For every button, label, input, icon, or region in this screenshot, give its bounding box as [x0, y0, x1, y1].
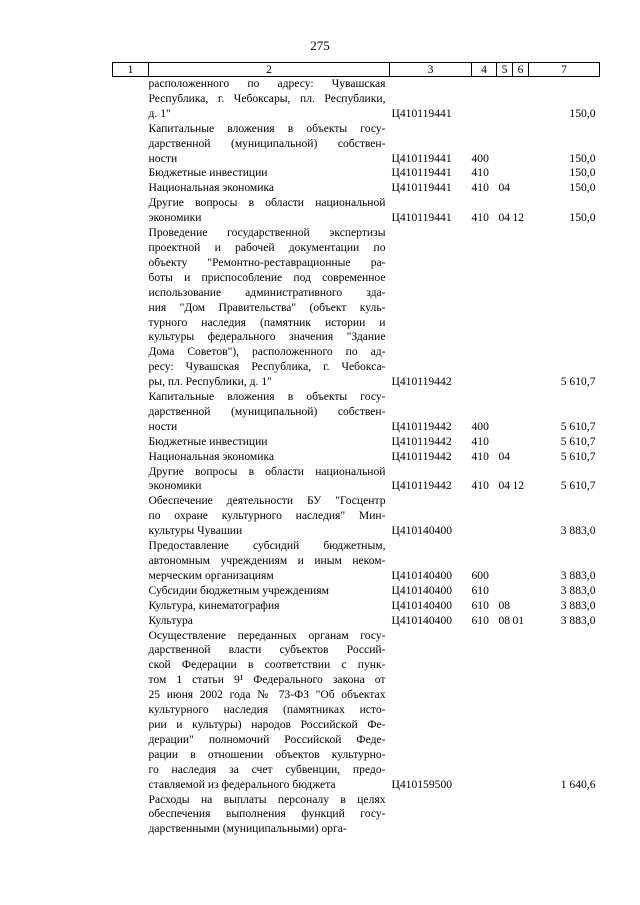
subsection-code: [513, 181, 529, 196]
target-article-code: Ц410140400: [391, 598, 453, 612]
table-row: [113, 122, 600, 167]
row-name-line: мерческим организациям: [148, 568, 274, 582]
subsection-code: 01: [512, 613, 525, 627]
row-name-line: ности: [148, 419, 178, 433]
cell-col1: [113, 166, 149, 181]
row-name-line: Осуществление переданных органам госу-: [148, 628, 386, 642]
row-name-line: Бюджетные инвестиции: [148, 166, 268, 180]
target-article-code: Ц410119441: [391, 211, 452, 225]
section-code: [497, 435, 513, 450]
expense-type-code: 410: [471, 181, 489, 195]
amount: 5 610,7: [560, 479, 596, 493]
row-name-cell: [149, 599, 390, 614]
section-code: [497, 226, 513, 390]
amount: 5 610,7: [560, 449, 596, 463]
section-code: [497, 77, 513, 122]
amount: 5 610,7: [560, 375, 596, 389]
amount: 3 883,0: [560, 583, 596, 597]
row-name-line: дарственными (муниципальными) орга-: [148, 822, 347, 836]
row-name-cell: [149, 450, 390, 465]
subsection-code: 12: [512, 211, 525, 225]
column-header: 7: [529, 63, 600, 77]
column-header: 3: [390, 63, 472, 77]
table-row: [113, 599, 600, 614]
section-code: 04: [498, 211, 511, 225]
table-row: [113, 196, 600, 226]
target-article-code: Ц410140400: [391, 568, 453, 582]
row-name-line: Проведение государственной экспертизы: [148, 226, 386, 240]
subsection-code: [513, 793, 529, 838]
cell-col1: [113, 793, 149, 838]
table-row: [113, 539, 600, 584]
row-name-line: 25 июня 2002 года № 73-ФЗ "Об объектах: [148, 688, 386, 702]
row-name-line: экономики: [148, 211, 202, 225]
cell-col1: [113, 614, 149, 629]
column-header: 2: [149, 63, 390, 77]
table-row: [113, 77, 600, 122]
section-code: [497, 494, 513, 539]
table-row: [113, 226, 600, 390]
row-name-cell: [149, 494, 390, 539]
target-article-code: Ц410119441: [391, 181, 452, 195]
expense-type-code: 410: [471, 449, 489, 463]
amount: 150,0: [569, 151, 596, 165]
row-name-line: Обеспечение деятельности БУ "Госцентр: [148, 494, 386, 508]
section-code: 04: [498, 449, 511, 463]
amount: 150,0: [569, 181, 596, 195]
row-name-line: культуры Чувашии: [148, 524, 243, 538]
target-article-code: Ц410119441: [391, 166, 452, 180]
row-name-line: дарственной (муниципальной) собствен-: [148, 404, 386, 418]
amount: 3 883,0: [560, 613, 596, 627]
cell-col1: [113, 465, 149, 495]
amount: 3 883,0: [560, 524, 596, 538]
row-name-cell: [149, 226, 390, 390]
subsection-code: [513, 599, 529, 614]
row-name-cell: [149, 435, 390, 450]
row-name-line: культурного наследия (памятниках исто-: [148, 703, 386, 717]
row-name-cell: [149, 390, 390, 435]
amount: 5 610,7: [560, 434, 596, 448]
row-name-line: Другие вопросы в области национальной: [148, 464, 386, 478]
row-name-line: д. 1": [148, 106, 171, 120]
amount: 150,0: [569, 211, 596, 225]
row-name-line: Национальная экономика: [148, 449, 275, 463]
amount: 3 883,0: [560, 598, 596, 612]
expense-type-code: [472, 77, 497, 122]
section-code: 08: [498, 613, 511, 627]
row-name-line: Бюджетные инвестиции: [148, 434, 268, 448]
row-name-line: по охране культурного наследия" Мин-: [148, 509, 386, 523]
table-row: [113, 465, 600, 495]
target-article-code: Ц410140400: [391, 583, 453, 597]
row-name-line: ской Федерации в соответствии с пунк-: [148, 658, 386, 672]
row-name-line: ния "Дом Правительства" (объект куль-: [148, 300, 386, 314]
table-row: [113, 494, 600, 539]
amount: [529, 793, 600, 838]
subsection-code: [513, 122, 529, 167]
row-name-cell: [149, 614, 390, 629]
cell-col1: [113, 390, 149, 435]
row-name-line: Культура, кинематография: [148, 598, 280, 612]
row-name-line: ставляемой из федерального бюджета: [148, 777, 336, 791]
row-name-cell: [149, 539, 390, 584]
column-header: 4: [472, 63, 497, 77]
cell-col1: [113, 629, 149, 793]
subsection-code: [513, 77, 529, 122]
amount: 150,0: [569, 106, 596, 120]
table-row: [113, 584, 600, 599]
expense-type-code: [472, 494, 497, 539]
subsection-code: [513, 584, 529, 599]
subsection-code: [513, 494, 529, 539]
subsection-code: [513, 435, 529, 450]
cell-col1: [113, 599, 149, 614]
row-name-line: Другие вопросы в области национальной: [148, 196, 386, 210]
expense-type-code: 410: [471, 211, 489, 225]
section-code: [497, 793, 513, 838]
section-code: [497, 166, 513, 181]
expense-type-code: 610: [471, 598, 489, 612]
row-name-line: том 1 статьи 9¹ Федерального закона от: [148, 673, 386, 687]
cell-col1: [113, 77, 149, 122]
row-name-line: турного наследия (памятник истории и: [148, 315, 386, 329]
table-row: [113, 435, 600, 450]
cell-col1: [113, 435, 149, 450]
row-name-line: Национальная экономика: [148, 181, 275, 195]
cell-col1: [113, 584, 149, 599]
row-name-line: Дома Советов"), расположенного по ад-: [148, 345, 386, 359]
table-row: [113, 629, 600, 793]
row-name-cell: [149, 77, 390, 122]
expense-type-code: 610: [471, 613, 489, 627]
row-name-line: Республика, г. Чебоксары, пл. Республики,: [148, 91, 386, 105]
cell-col1: [113, 450, 149, 465]
column-header: 5: [497, 63, 513, 77]
target-article-code: Ц410119442: [391, 479, 452, 493]
target-article-code: Ц410119441: [391, 151, 452, 165]
target-article-code: Ц410159500: [391, 777, 453, 791]
column-header: 1: [113, 63, 149, 77]
expense-type-code: [472, 793, 497, 838]
row-name-line: дарственной власти субъектов Россий-: [148, 643, 386, 657]
row-name-line: обеспечения выполнения функций госу-: [148, 807, 386, 821]
expense-type-code: [472, 226, 497, 390]
subsection-code: [513, 390, 529, 435]
expense-type-code: 600: [471, 568, 489, 582]
row-name-cell: [149, 793, 390, 838]
cell-col1: [113, 122, 149, 167]
row-name-line: проектной и рабочей документации по: [148, 240, 386, 254]
row-name-line: рии и культуры) народов Российской Фе-: [148, 717, 386, 731]
section-code: 04: [498, 181, 511, 195]
subsection-code: [513, 450, 529, 465]
row-name-cell: [149, 122, 390, 167]
row-name-line: дерации" полномочий Российской Феде-: [148, 732, 386, 746]
subsection-code: [513, 226, 529, 390]
row-name-line: ности: [148, 151, 178, 165]
row-name-line: дарственной (муниципальной) собствен-: [148, 136, 386, 150]
subsection-code: 12: [512, 479, 525, 493]
row-name-line: боты и приспособление под современное: [148, 270, 386, 284]
column-header: 6: [513, 63, 529, 77]
table-row: [113, 390, 600, 435]
row-name-line: культуры федерального значения "Здание: [148, 330, 386, 344]
amount: 1 640,6: [560, 777, 596, 791]
row-name-line: Культура: [148, 613, 193, 627]
expense-type-code: 410: [471, 479, 489, 493]
target-article-code: Ц410140400: [391, 613, 453, 627]
section-code: 08: [498, 598, 511, 612]
section-code: [497, 390, 513, 435]
cell-col1: [113, 539, 149, 584]
cell-col1: [113, 196, 149, 226]
row-name-cell: [149, 181, 390, 196]
page-number: 275: [310, 38, 330, 53]
target-article-code: Ц410119442: [391, 449, 452, 463]
target-article-code: Ц410119442: [391, 434, 452, 448]
table-row: [113, 614, 600, 629]
cell-col1: [113, 226, 149, 390]
row-name-cell: [149, 629, 390, 793]
row-name-line: Субсидии бюджетным учреждениям: [148, 583, 329, 597]
row-name-line: автономным учреждениям и иным неком-: [148, 554, 386, 567]
subsection-code: [513, 166, 529, 181]
expense-type-code: [472, 629, 497, 793]
target-article-code: Ц410119441: [391, 106, 452, 120]
target-article-code: Ц410119442: [391, 375, 452, 389]
column-number-row: [113, 63, 600, 77]
row-name-line: Капитальные вложения в объекты госу-: [148, 121, 386, 135]
table-row: [113, 793, 600, 838]
table-row: [113, 181, 600, 196]
row-name-cell: [149, 196, 390, 226]
expense-type-code: 410: [471, 166, 489, 180]
amount: 5 610,7: [560, 419, 596, 433]
section-code: [497, 539, 513, 584]
section-code: [497, 584, 513, 599]
row-name-cell: [149, 465, 390, 495]
target-article-code: Ц410140400: [391, 524, 453, 538]
cell-col1: [113, 494, 149, 539]
row-name-line: объекту "Ремонтно-реставрационные ра-: [148, 255, 386, 269]
row-name-line: го наследия за счет субвенции, предо-: [148, 762, 386, 776]
table-row: [113, 450, 600, 465]
target-article-code: [390, 793, 472, 838]
expense-type-code: 400: [471, 151, 489, 165]
table-row: [113, 166, 600, 181]
row-name-line: ресу: Чувашская Республика, г. Чебокса-: [148, 360, 386, 374]
amount: 150,0: [569, 166, 596, 180]
section-code: [497, 629, 513, 793]
row-name-line: Предоставление субсидий бюджетным,: [148, 539, 386, 553]
expense-type-code: 410: [471, 434, 489, 448]
row-name-line: ры, пл. Республики, д. 1": [148, 375, 272, 389]
row-name-line: использование административного зда-: [148, 285, 386, 299]
amount: 3 883,0: [560, 568, 596, 582]
row-name-line: Капитальные вложения в объекты госу-: [148, 390, 386, 404]
expense-type-code: 610: [471, 583, 489, 597]
cell-col1: [113, 181, 149, 196]
budget-table: [112, 62, 600, 837]
row-name-cell: [149, 584, 390, 599]
row-name-line: расположенного по адресу: Чувашская: [148, 77, 386, 90]
section-code: 04: [498, 479, 511, 493]
target-article-code: Ц410119442: [391, 419, 452, 433]
subsection-code: [513, 539, 529, 584]
section-code: [497, 122, 513, 167]
row-name-cell: [149, 166, 390, 181]
row-name-line: экономики: [148, 479, 202, 493]
expense-type-code: 400: [471, 419, 489, 433]
row-name-line: Расходы на выплаты персоналу в целях: [148, 792, 386, 806]
subsection-code: [513, 629, 529, 793]
row-name-line: рации в отношении объектов культурно-: [148, 747, 386, 761]
